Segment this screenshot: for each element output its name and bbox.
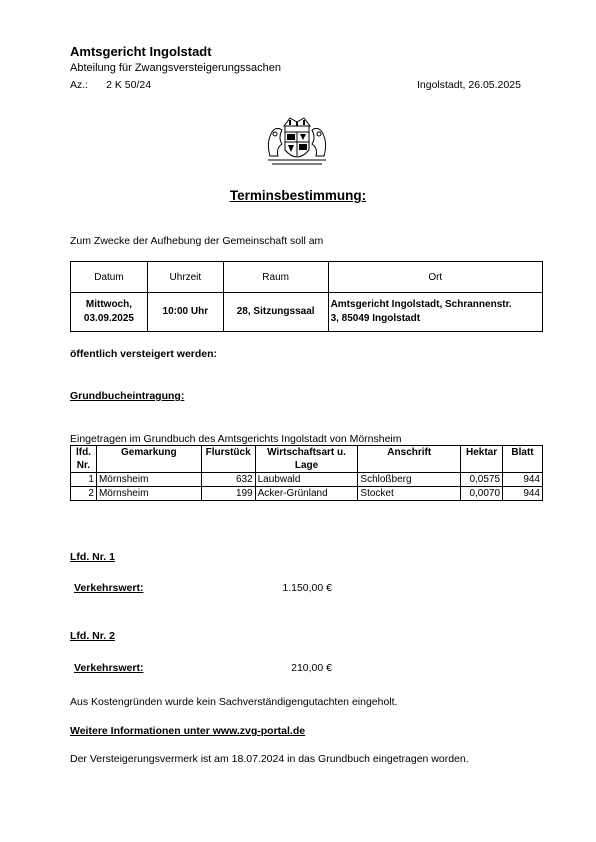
appointment-date: [71, 293, 148, 332]
more-info-link[interactable]: Weitere Informationen unter www.zvg-portal.de: [70, 725, 306, 737]
land-register-table: [70, 445, 543, 501]
cell-gemarkung: Mörnsheim: [96, 487, 201, 501]
place-date: Ingolstadt, 26.05.2025: [417, 79, 521, 91]
appointment-location: [328, 293, 542, 332]
cell-hektar: 0,0575: [461, 473, 503, 487]
lfd-2-heading: Lfd. Nr. 2: [70, 630, 115, 642]
department-name: Abteilung für Zwangsversteigerungssachen: [70, 62, 281, 74]
header-blatt: Blatt: [503, 446, 543, 473]
table-row: [71, 487, 543, 501]
header-lfd-line2: Nr.: [76, 460, 91, 471]
header-gemarkung: Gemarkung: [96, 446, 201, 473]
intro-text: Zum Zwecke der Aufhebung der Gemeinschaft soll am: [70, 235, 324, 247]
land-register-heading: Grundbucheintragung:: [70, 390, 185, 402]
header-lfd: [71, 446, 97, 473]
lfd-1-heading: Lfd. Nr. 1: [70, 551, 115, 563]
court-name: Amtsgericht Ingolstadt: [70, 44, 212, 59]
cell-lfd: 2: [71, 487, 97, 501]
cost-note: Aus Kostengründen wurde kein Sachverständigengutachten eingeholt.: [70, 696, 398, 708]
header-ort: Ort: [328, 262, 542, 293]
cell-gemarkung: Mörnsheim: [96, 473, 201, 487]
header-wirtschaftsart: [255, 446, 358, 473]
register-note: Der Versteigerungsvermerk ist am 18.07.2024 in das Grundbuch eingetragen worden.: [70, 753, 469, 765]
header-wirtschaftsart-line2: Lage: [294, 460, 319, 471]
appointment-location-line1: Amtsgericht Ingolstadt, Schrannenstr.: [330, 299, 512, 310]
lfd-2-value-label: Verkehrswert:: [74, 662, 144, 674]
file-reference: [70, 79, 151, 91]
lfd-2-value: 210,00 €: [291, 662, 332, 674]
appointment-date-value: 03.09.2025: [83, 313, 134, 324]
cell-flurstueck: 199: [201, 487, 255, 501]
appointment-row: [71, 293, 543, 332]
appointment-header-row: [71, 262, 543, 293]
cell-anschrift: Stocket: [358, 487, 461, 501]
header-lfd-line1: lfd.: [75, 447, 91, 458]
cell-wirtschaftsart: Laubwald: [255, 473, 358, 487]
land-register-header-row: [71, 446, 543, 473]
cell-hektar: 0,0070: [461, 487, 503, 501]
cell-anschrift: Schloßberg: [358, 473, 461, 487]
page-title: Terminsbestimmung:: [229, 188, 367, 203]
cell-wirtschaftsart: Acker-Grünland: [255, 487, 358, 501]
table-row: [71, 473, 543, 487]
cell-lfd: 1: [71, 473, 97, 487]
appointment-table: [70, 261, 543, 332]
appointment-weekday: Mittwoch,: [85, 299, 132, 310]
file-reference-value: 2 K 50/24: [106, 79, 152, 91]
appointment-time: 10:00 Uhr: [147, 293, 223, 332]
file-reference-label: Az.:: [70, 79, 89, 91]
lfd-1-value-label: Verkehrswert:: [74, 582, 144, 594]
auction-statement: öffentlich versteigert werden:: [70, 348, 218, 360]
coat-of-arms-icon: [262, 112, 332, 172]
cell-blatt: 944: [503, 487, 543, 501]
appointment-room: 28, Sitzungssaal: [223, 293, 328, 332]
header-anschrift: Anschrift: [358, 446, 461, 473]
header-hektar: Hektar: [461, 446, 503, 473]
header-flurstueck: Flurstück: [201, 446, 255, 473]
cell-blatt: 944: [503, 473, 543, 487]
lfd-1-value: 1.150,00 €: [282, 582, 332, 594]
header-wirtschaftsart-line1: Wirtschaftsart u.: [267, 447, 346, 458]
header-raum: Raum: [223, 262, 328, 293]
land-register-intro: Eingetragen im Grundbuch des Amtsgerichts Ingolstadt von Mörnsheim: [70, 433, 402, 445]
header-datum: Datum: [71, 262, 148, 293]
appointment-location-line2: 3, 85049 Ingolstadt: [330, 313, 421, 324]
header-uhrzeit: Uhrzeit: [147, 262, 223, 293]
cell-flurstueck: 632: [201, 473, 255, 487]
